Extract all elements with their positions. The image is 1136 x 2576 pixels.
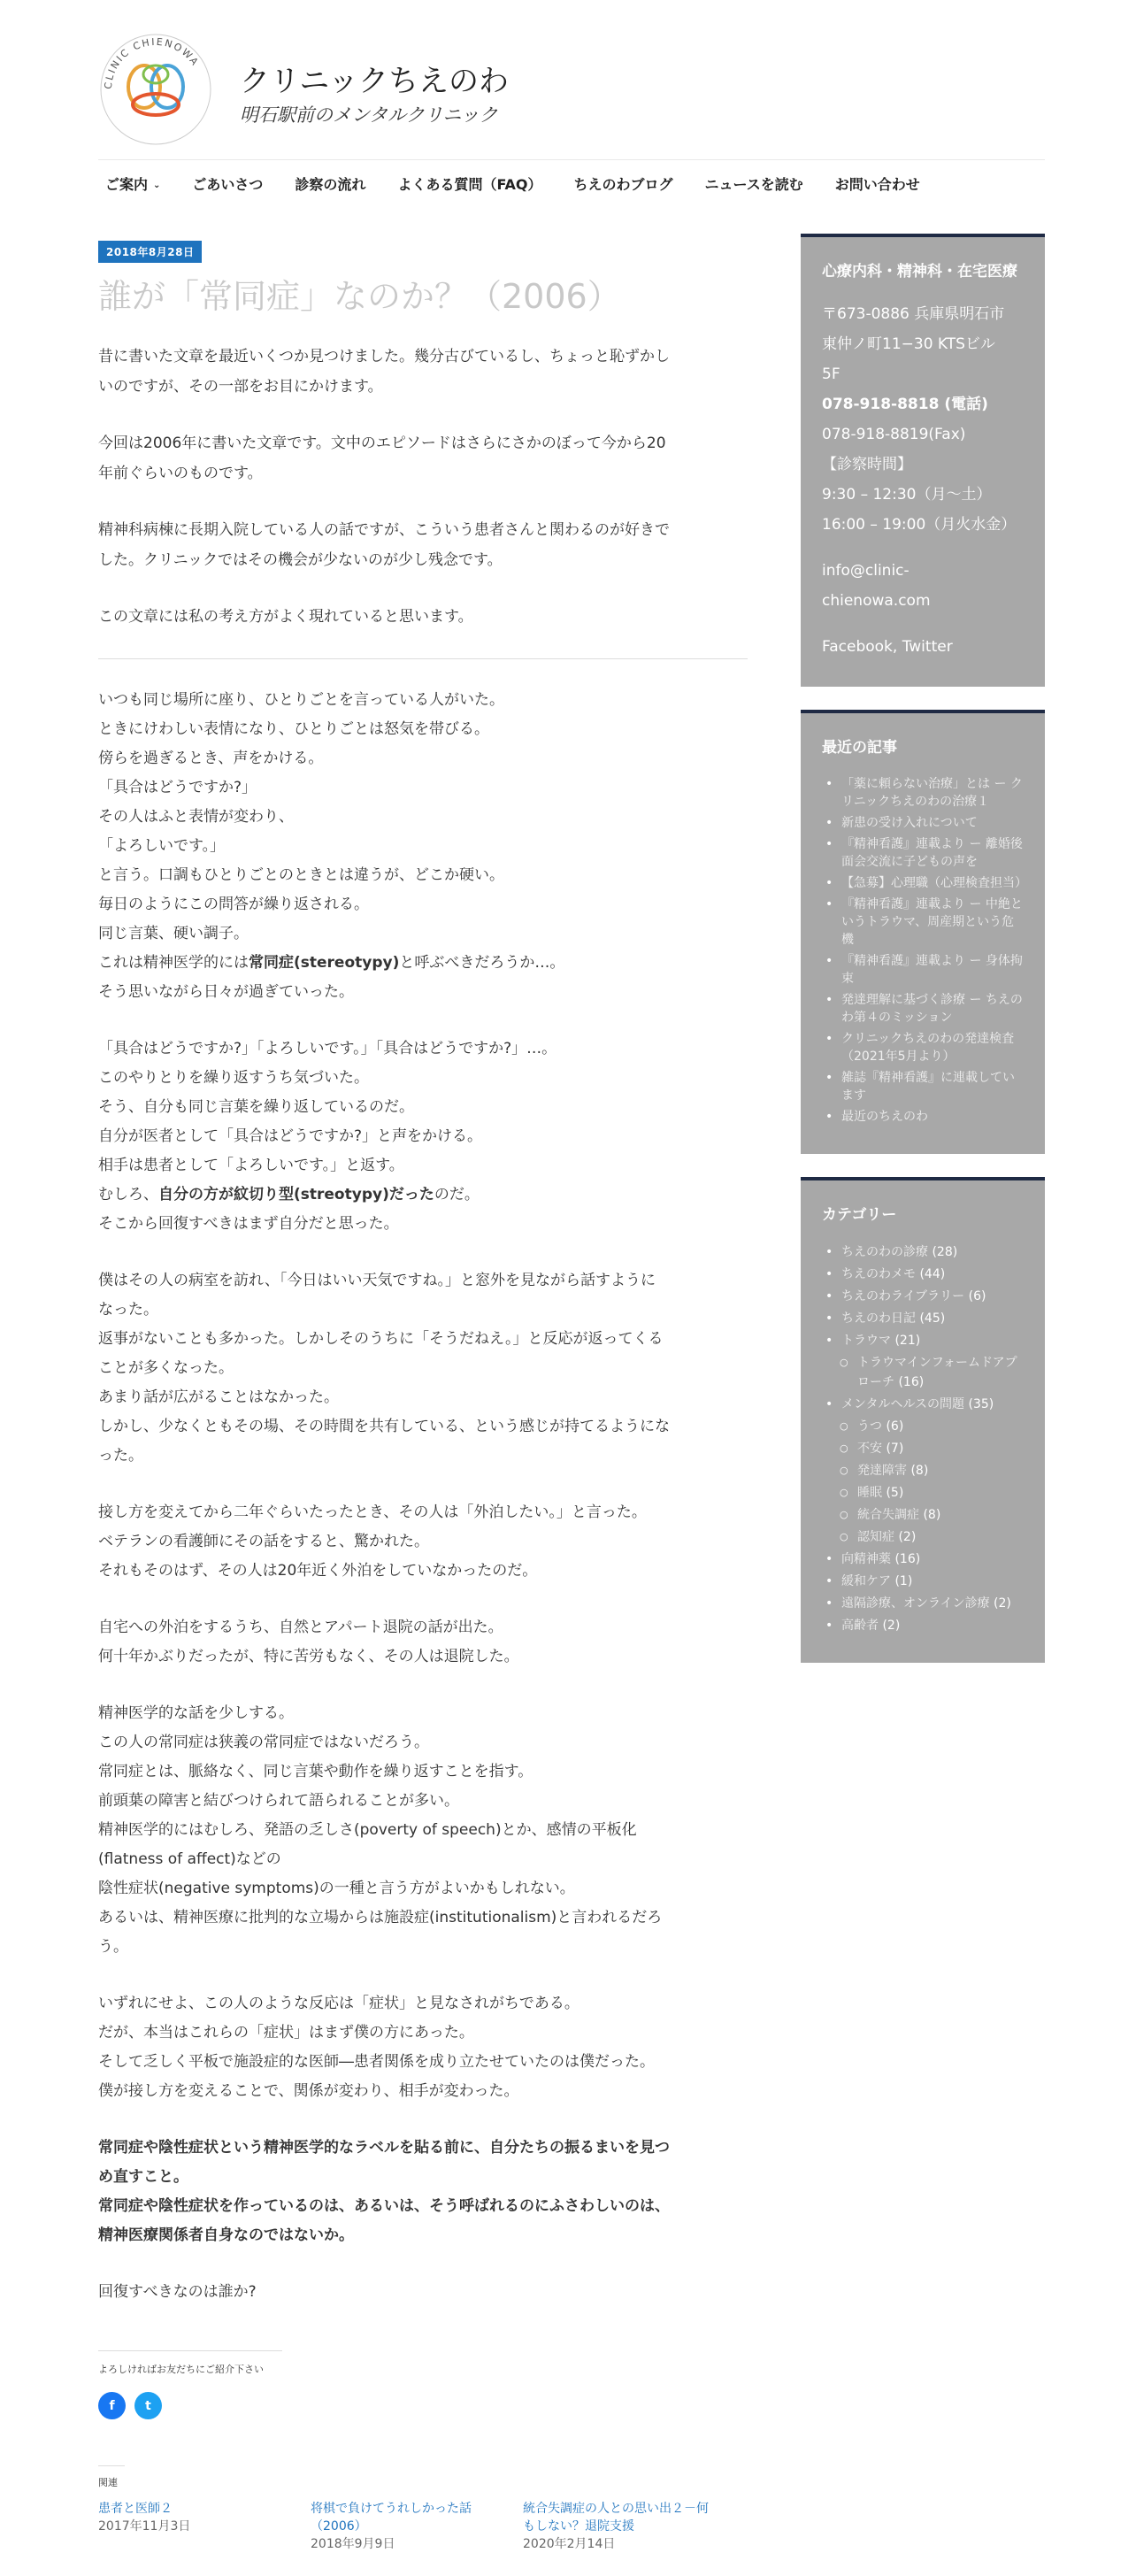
list-item bbox=[822, 814, 1024, 832]
related-post-link[interactable]: 患者と医師２ bbox=[98, 2502, 173, 2517]
text-line: その人はふと表情が変わり、 bbox=[98, 808, 294, 827]
recent-post-link[interactable]: 「薬に頼らない治療」とは ー クリニックちえのわの治療１ bbox=[841, 777, 1023, 809]
category-count: (35) bbox=[968, 1397, 994, 1411]
text-line: と言う。口調もひとりごとのときとは違うが、どこか硬い。 bbox=[98, 866, 504, 885]
widget-title: カテゴリー bbox=[822, 1206, 897, 1224]
text-line: そこから回復すべきはまず自分だと思った。 bbox=[98, 1215, 399, 1234]
categories-widget bbox=[801, 1177, 1045, 1663]
text-line: あるいは、精神医療に批判的な立場からは施設症(institutionalism)と言われるだろ bbox=[98, 1909, 663, 1927]
intro-paragraph: 今回は2006年に書いた文章です。文中のエピソードはさらにさかのぼって今から20 年前ぐらいのものです。 bbox=[98, 434, 666, 483]
social-links bbox=[822, 632, 1024, 662]
category-count: (21) bbox=[894, 1334, 921, 1348]
category-count: (8) bbox=[923, 1508, 941, 1522]
text-line: 前頭葉の障害と結びつけられて語られることが多い。 bbox=[98, 1792, 459, 1811]
text-line: いつも同じ場所に座り、ひとりごとを言っている人がいた。 bbox=[98, 691, 504, 710]
nav-item-label: ご案内 bbox=[105, 176, 149, 193]
category-item bbox=[822, 1505, 1024, 1525]
category-link[interactable]: トラウマインフォームドアプローチ bbox=[857, 1356, 1017, 1389]
text-line: 僕が接し方を変えることで、関係が変わり、相手が変わった。 bbox=[98, 2082, 519, 2101]
post-date-badge[interactable]: 2018年8月28日 bbox=[98, 241, 202, 263]
category-item bbox=[822, 1483, 1024, 1503]
related-post-date: 2017年11月3日 bbox=[98, 2519, 191, 2534]
intro-paragraph: 精神科病棟に長期入院している人の話ですが、こういう患者さんと関わるのが好きで した。クリニックではその機会が少ないのが少し残念です。 bbox=[98, 521, 670, 570]
text-line: しかし、少なくともその場、その時間を共有している、という感じが持てるようにな bbox=[98, 1418, 670, 1436]
category-item bbox=[822, 1287, 1024, 1306]
category-count: (1) bbox=[894, 1574, 913, 1588]
logo-ring-text: CLINIC CHIENOWA bbox=[102, 35, 202, 90]
text-line: それもそのはず、その人は20年近く外泊をしていなかったのだ。 bbox=[98, 1562, 538, 1580]
facebook-share-button[interactable] bbox=[98, 2392, 126, 2419]
list-item bbox=[822, 874, 1027, 892]
category-link[interactable]: トラウマ bbox=[841, 1334, 891, 1348]
category-link[interactable]: ちえのわライブラリー bbox=[841, 1289, 965, 1303]
category-count: (28) bbox=[932, 1245, 958, 1259]
text-line: 回復すべきなのは誰か? bbox=[98, 2283, 257, 2302]
widget-title: 最近の記事 bbox=[822, 739, 897, 757]
story-block-6 bbox=[98, 1699, 748, 1962]
list-item bbox=[822, 952, 1024, 988]
text-line: 「具合はどうですか?」「よろしいです。」「具合はどうですか?」…。 bbox=[98, 1040, 557, 1058]
post-intro bbox=[98, 342, 748, 632]
text-line: 自宅への外泊をするうち、自然とアパート退院の話が出た。 bbox=[98, 1619, 503, 1637]
recent-post-link[interactable]: 発達理解に基づく診療 ー ちえのわ第４のミッション bbox=[841, 993, 1023, 1025]
category-link[interactable]: 高齢者 bbox=[841, 1619, 879, 1633]
story-block-1 bbox=[98, 686, 748, 1007]
sidebar bbox=[801, 234, 1045, 1686]
clinic-logo[interactable] bbox=[98, 32, 213, 147]
category-count: (6) bbox=[968, 1289, 986, 1303]
list-item bbox=[822, 775, 1024, 811]
category-count: (6) bbox=[886, 1419, 904, 1434]
nav-item-faq[interactable]: よくある質問（FAQ） bbox=[397, 176, 542, 193]
category-item bbox=[822, 1549, 1024, 1569]
text-line: そう、自分も同じ言葉を繰り返しているのだ。 bbox=[98, 1098, 414, 1117]
text-line: う。 bbox=[98, 1938, 128, 1957]
recent-post-link[interactable]: 雑誌『精神看護』に連載しています bbox=[841, 1071, 1015, 1103]
category-item bbox=[822, 1594, 1024, 1613]
category-item bbox=[822, 1616, 1024, 1635]
email-link[interactable]: info@clinic- chienowa.com bbox=[822, 562, 931, 610]
category-count: (2) bbox=[882, 1619, 901, 1633]
category-count: (16) bbox=[894, 1552, 921, 1566]
text-line: 「具合はどうですか?」 bbox=[98, 779, 257, 797]
related-post-link[interactable]: 将棋で負けてうれしかった話 （2006） bbox=[311, 2502, 472, 2534]
recent-post-link[interactable]: クリニックちえのわの発達検査（2021年5月より） bbox=[841, 1032, 1015, 1064]
text-line: 精神医学的な話を少しする。 bbox=[98, 1704, 294, 1723]
text-line: 毎日のようにこの問答が繰り返される。 bbox=[98, 896, 369, 914]
text-line: 傍らを過ぎるとき、声をかける。 bbox=[98, 750, 324, 768]
text-line: った。 bbox=[98, 1447, 143, 1465]
nav-item-flow[interactable]: 診察の流れ bbox=[295, 176, 366, 193]
category-link[interactable]: メンタルヘルスの問題 bbox=[841, 1397, 965, 1411]
category-link[interactable]: 睡眠 bbox=[857, 1486, 882, 1500]
category-link[interactable]: 認知症 bbox=[857, 1530, 894, 1544]
recent-post-link[interactable]: 新患の受け入れについて bbox=[841, 816, 978, 830]
list-item bbox=[822, 1108, 1024, 1126]
category-item bbox=[822, 1309, 1024, 1328]
category-link[interactable]: 緩和ケア bbox=[841, 1574, 891, 1588]
recent-post-link[interactable]: 『精神看護』連載より ー 身体拘束 bbox=[841, 954, 1023, 986]
related-post-date: 2018年9月9日 bbox=[311, 2537, 395, 2552]
email-link-wrap bbox=[822, 556, 1024, 616]
facebook-icon: f bbox=[109, 2398, 115, 2413]
story-block-8 bbox=[98, 2134, 748, 2250]
category-link[interactable]: 発達障害 bbox=[857, 1464, 907, 1478]
site-title[interactable]: クリニックちえのわ bbox=[240, 64, 509, 99]
recent-posts-widget bbox=[801, 710, 1045, 1154]
category-count: (2) bbox=[898, 1530, 917, 1544]
list-item bbox=[822, 1030, 1024, 1065]
text-line: だが、本当はこれらの「症状」はまず僕の方にあった。 bbox=[98, 2024, 474, 2042]
text-line: め直すこと。 bbox=[98, 2168, 188, 2187]
text-line: 常同症とは、脈絡なく、同じ言葉や動作を繰り返すことを指す。 bbox=[98, 1763, 533, 1781]
recent-post-link[interactable]: 最近のちえのわ bbox=[841, 1110, 928, 1124]
list-item bbox=[822, 835, 1024, 871]
category-count: (7) bbox=[886, 1442, 904, 1456]
text-line: そして乏しく平板で施設症的な医師―患者関係を成り立たせていたのは僕だった。 bbox=[98, 2053, 655, 2072]
story-block-7 bbox=[98, 1989, 748, 2106]
text-line: 陰性症状(negative symptoms)の一種と言う方がよいかもしれない。 bbox=[98, 1880, 575, 1898]
related-label: 関連 bbox=[98, 2465, 125, 2489]
category-link[interactable]: うつ bbox=[857, 1419, 882, 1434]
text-line: 自分が医者として「具合はどうですか?」と声をかける。 bbox=[98, 1127, 483, 1146]
category-item bbox=[822, 1439, 1024, 1458]
nav-item-news[interactable]: ニュースを読む bbox=[704, 176, 803, 193]
recent-post-link[interactable]: 【急募】心理職（心理検査担当） bbox=[841, 876, 1027, 890]
story-block-2 bbox=[98, 1034, 748, 1239]
story-closing bbox=[98, 2278, 748, 2307]
text-line: 精神医学的にはむしろ、発語の乏しさ(poverty of speech)とか、感情の平板化 bbox=[98, 1821, 637, 1840]
text-line: そう思いながら日々が過ぎていった。 bbox=[98, 983, 354, 1002]
category-link[interactable]: 向精神薬 bbox=[841, 1552, 891, 1566]
story-block-3 bbox=[98, 1266, 748, 1471]
related-posts bbox=[98, 2500, 753, 2553]
category-count: (44) bbox=[919, 1267, 946, 1281]
text-line: このやりとりを繰り返すうち気づいた。 bbox=[98, 1069, 369, 1088]
category-link[interactable]: 統合失調症 bbox=[857, 1508, 919, 1522]
category-link[interactable]: ちえのわの診療 bbox=[841, 1245, 928, 1259]
text-line: 僕はその人の病室を訪れ、「今日はいい天気ですね。」と窓外を見ながら話すように bbox=[98, 1272, 656, 1290]
text-line: 何十年かぶりだったが、特に苦労もなく、その人は退院した。 bbox=[98, 1648, 519, 1666]
text-line: 常同症や陰性症状という精神医学的なラベルを貼る前に、自分たちの振るまいを見つ bbox=[98, 2139, 670, 2157]
share-label: よろしければお友だちにご紹介下さい bbox=[98, 2350, 282, 2376]
text-line: なった。 bbox=[98, 1301, 158, 1319]
text-line: 常同症や陰性症状を作っているのは、あるいは、そう呼ばれるのにふさわしいのは、 bbox=[98, 2197, 670, 2216]
divider bbox=[98, 658, 748, 659]
nav-item-guide[interactable] bbox=[105, 173, 160, 194]
category-count: (5) bbox=[886, 1486, 904, 1500]
category-link[interactable]: 遠隔診療、オンライン診療 bbox=[841, 1596, 990, 1611]
category-item bbox=[822, 1353, 1024, 1392]
text-line: 接し方を変えてから二年ぐらいたったとき、その人は「外泊したい。」と言った。 bbox=[98, 1503, 647, 1522]
category-item bbox=[822, 1572, 1024, 1591]
related-post bbox=[311, 2500, 523, 2553]
category-item bbox=[822, 1331, 1024, 1350]
contact-widget bbox=[801, 234, 1045, 687]
share-buttons bbox=[98, 2392, 748, 2419]
text-line: 「よろしいです。」 bbox=[98, 837, 226, 856]
category-count: (8) bbox=[910, 1464, 929, 1478]
text-line: 返事がないことも多かった。しかしそのうちに「そうだねえ。」と反応が返ってくる bbox=[98, 1330, 664, 1349]
text-line: ことが多くなった。 bbox=[98, 1359, 234, 1378]
category-item bbox=[822, 1417, 1024, 1436]
recent-posts-list bbox=[822, 775, 1027, 1126]
post-title: 誰が「常同症」なのか？（2006） bbox=[98, 277, 621, 316]
category-item bbox=[822, 1265, 1024, 1284]
list-item bbox=[822, 896, 1024, 949]
categories-list bbox=[822, 1242, 1024, 1635]
category-item bbox=[822, 1242, 1024, 1262]
list-item bbox=[822, 1069, 1024, 1104]
site-description: 明石駅前のメンタルクリニック bbox=[240, 104, 498, 126]
phone-number: 078-918-8818 (電話) bbox=[822, 396, 988, 413]
twitter-share-button[interactable] bbox=[134, 2392, 162, 2419]
text-line: 同じ言葉、硬い調子。 bbox=[98, 925, 249, 943]
address: 〒673-0886 兵庫県明石市 東仲ノ町11−30 KTSビル 5F bbox=[822, 305, 1005, 383]
chevron-down-icon: ⌄ bbox=[153, 181, 161, 190]
related-post-date: 2020年2月14日 bbox=[523, 2537, 616, 2552]
related-post bbox=[98, 2500, 311, 2553]
category-link[interactable]: ちえのわメモ bbox=[841, 1267, 916, 1281]
article bbox=[98, 241, 748, 2553]
story-block-5 bbox=[98, 1613, 748, 1672]
category-count: (45) bbox=[919, 1311, 946, 1326]
text-line: あまり話が広がることはなかった。 bbox=[98, 1388, 339, 1407]
hours: 9:30 – 12:30（月〜土） 16:00 – 19:00（月火水金） bbox=[822, 486, 1017, 534]
text-line: 精神医療関係者自身なのではないか。 bbox=[98, 2226, 354, 2245]
related-post bbox=[523, 2500, 735, 2553]
intro-paragraph: 昔に書いた文章を最近いくつか見つけました。幾分古びているし、ちょっと恥ずかし いのですが、その一部をお目にかけます。 bbox=[98, 348, 670, 396]
text-line: この人の常同症は狭義の常同症ではないだろう。 bbox=[98, 1734, 429, 1752]
fax-number: 078-918-8819(Fax) bbox=[822, 426, 966, 443]
facebook-link[interactable]: Facebook bbox=[822, 638, 893, 656]
text-line: むしろ、自分の方が紋切り型(streotypy)だったのだ。 bbox=[98, 1186, 480, 1204]
text-line: ベテランの看護師にその話をすると、驚かれた。 bbox=[98, 1533, 429, 1551]
category-count: (16) bbox=[898, 1375, 925, 1389]
recent-post-link[interactable]: 『精神看護』連載より ー 離婚後面会交流に子どもの声を bbox=[841, 837, 1023, 869]
related-post-link[interactable]: 統合失調症の人との思い出２－何 もしない？退院支援 bbox=[523, 2502, 709, 2534]
twitter-icon: t bbox=[145, 2398, 151, 2413]
nav-item-contact[interactable]: お問い合わせ bbox=[834, 176, 920, 193]
category-link[interactable]: ちえのわ日記 bbox=[841, 1311, 916, 1326]
twitter-link[interactable]: Twitter bbox=[902, 638, 953, 656]
hours-label: 【診察時間】 bbox=[822, 456, 912, 473]
text-line: いずれにせよ、この人のような反応は「症状」と見なされがちである。 bbox=[98, 1995, 580, 2013]
text-line: 相手は患者として「よろしいです。」と返す。 bbox=[98, 1157, 404, 1175]
list-item bbox=[822, 991, 1024, 1027]
text-line: (flatness of affect)などの bbox=[98, 1850, 281, 1869]
intro-paragraph: この文章には私の考え方がよく現れていると思います。 bbox=[98, 608, 473, 627]
nav-item-blog[interactable]: ちえのわブログ bbox=[573, 176, 673, 193]
site-header bbox=[98, 25, 1045, 159]
text-line: ときにけわしい表情になり、ひとりごとは怒気を帯びる。 bbox=[98, 720, 489, 739]
category-link[interactable]: 不安 bbox=[857, 1442, 882, 1456]
text-line: これは精神医学的には常同症(stereotypy)と呼ぶべきだろうか…。 bbox=[98, 954, 565, 973]
widget-title: 心療内科・精神科・在宅医療 bbox=[822, 263, 1017, 281]
separator: , bbox=[892, 638, 898, 656]
recent-post-link[interactable]: 『精神看護』連載より ー 中絶というトラウマ、周産期という危機 bbox=[841, 897, 1023, 947]
category-count: (2) bbox=[994, 1596, 1011, 1611]
category-item bbox=[822, 1461, 1024, 1480]
category-item bbox=[822, 1395, 1024, 1414]
story-block-4 bbox=[98, 1498, 748, 1586]
category-item bbox=[822, 1527, 1024, 1547]
nav-item-greeting[interactable]: ごあいさつ bbox=[192, 176, 264, 193]
main-navigation bbox=[98, 159, 1045, 207]
